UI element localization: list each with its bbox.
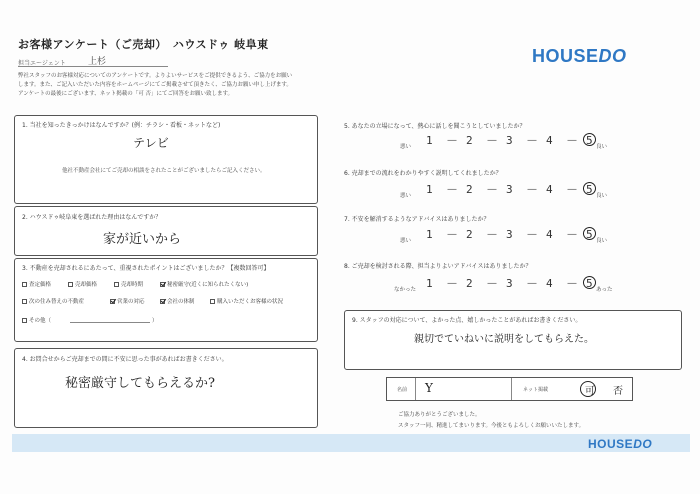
q3-question: 3. 不動産を売却されるにあたって、重視されたポイントはございましたか？【複数回答可】 — [22, 265, 270, 272]
q3-option[interactable]: 売却価格 — [68, 280, 97, 288]
scale-dash: — — [487, 229, 497, 240]
q9-question: 9. スタッフの対応について、よかった点、嬉しかったことがあればお書きください。 — [352, 317, 582, 324]
company-logo — [532, 46, 627, 67]
q3-other-line[interactable] — [70, 322, 150, 323]
scale-dash: — — [567, 229, 577, 240]
logo-do: DO — [598, 46, 627, 66]
q4-question: 4. お問合せからご売却までの間に不安に思った事があればお書きください。 — [22, 356, 228, 363]
scale-dash: — — [527, 229, 537, 240]
checkbox-unchecked[interactable] — [22, 299, 27, 304]
q5-scale-option[interactable]: 1 — [426, 134, 433, 147]
q7-scale-option[interactable]: 3 — [506, 228, 513, 241]
q6-high: 良い — [596, 193, 608, 199]
q5-scale-option[interactable]: 2 — [466, 134, 473, 147]
publish-yes[interactable]: 可 — [585, 386, 595, 397]
q6-scale-option[interactable]: 4 — [546, 183, 553, 196]
q3-option[interactable]: 売却時期 — [114, 280, 143, 288]
q3-option[interactable]: その他（ — [22, 316, 51, 324]
q8-question: 8. ご売却を検討される際、担当よりよいアドバイスはありましたか？ — [344, 263, 532, 270]
q7-high: 良い — [596, 238, 608, 244]
staff-name: 上杉 — [88, 57, 107, 67]
scale-dash: — — [567, 135, 577, 146]
q3-option[interactable]: 購入いただくお客様の状況 — [210, 297, 283, 305]
checkbox-unchecked[interactable] — [210, 299, 215, 304]
q7-scale-option[interactable]: 1 — [426, 228, 433, 241]
scale-dash: — — [447, 184, 457, 195]
checkbox-unchecked[interactable] — [22, 282, 27, 287]
q7-low: 悪い — [400, 238, 412, 244]
q2-question: 2. ハウスドゥ岐阜東を選ばれた理由はなんですか？ — [22, 214, 162, 221]
q3-option[interactable]: 営業の対応 — [110, 297, 145, 305]
thanks-text — [398, 410, 584, 432]
q7-selected-circle — [582, 226, 597, 241]
checkbox-unchecked[interactable] — [22, 318, 27, 323]
q8-scale-option[interactable]: 2 — [466, 277, 473, 290]
q6-scale-option[interactable]: 2 — [466, 183, 473, 196]
q6-low: 悪い — [400, 193, 412, 199]
scale-dash: — — [447, 278, 457, 289]
publish-label: ネット掲載 — [523, 387, 549, 393]
q5-selected-circle — [582, 132, 597, 147]
q1-question: 1. 当社を知ったきっかけはなんですか？(例：チラシ・看板・ネットなど) — [22, 122, 221, 129]
scale-dash: — — [487, 278, 497, 289]
intro-line: アンケートの最後にございます、ネット掲載の「可 否」にてご回答をお願い致します。 — [18, 91, 234, 97]
intro-line: 弊社スタッフのお客様対応についてのアンケートです。よりよいサービスをご提供できるよう、ご協力をお願い — [18, 73, 293, 79]
q5-scale-option[interactable]: 3 — [506, 134, 513, 147]
thanks-line: ご協力ありがとうございました。 — [398, 412, 481, 418]
scale-dash: — — [447, 229, 457, 240]
q5-low: 悪い — [400, 144, 412, 150]
q6-scale-option[interactable]: 5 — [586, 183, 593, 196]
q3-other-close: ） — [152, 318, 158, 324]
q3-option[interactable]: 次の住み替えの不動産 — [22, 297, 84, 305]
name-divider — [415, 378, 416, 400]
q2-answer[interactable]: 家が近いから — [103, 232, 182, 247]
q5-question: 5. あなたの立場になって、熱心に話しを聞こうとしていましたか？ — [344, 123, 526, 130]
staff-underline — [18, 66, 168, 67]
q3-option[interactable]: 秘密厳守(近くに知られたくない) — [160, 280, 248, 288]
scale-dash: — — [487, 135, 497, 146]
footer-logo — [588, 437, 652, 451]
checkbox-unchecked[interactable] — [114, 282, 119, 287]
scale-dash: — — [487, 184, 497, 195]
q8-scale-option[interactable]: 3 — [506, 277, 513, 290]
q3-option[interactable]: 会社の体制 — [160, 297, 195, 305]
checkbox-checked[interactable] — [160, 299, 165, 304]
logo-house: HOUSE — [532, 46, 599, 66]
logo-house: HOUSE — [588, 437, 634, 451]
scale-dash: — — [527, 278, 537, 289]
publish-no[interactable]: 否 — [613, 386, 623, 397]
q1-answer[interactable]: テレビ — [133, 136, 169, 150]
checkbox-checked[interactable] — [160, 282, 165, 287]
name-value[interactable]: Y — [425, 381, 433, 395]
scale-dash: — — [527, 135, 537, 146]
q6-selected-circle — [582, 181, 597, 196]
q6-question: 6. 売却までの流れをわかりやすく説明してくれましたか？ — [344, 170, 502, 177]
q5-scale-option[interactable]: 5 — [586, 134, 593, 147]
q5-high: 良い — [596, 144, 608, 150]
q8-scale-option[interactable]: 4 — [546, 277, 553, 290]
publish-divider — [511, 378, 512, 400]
q1-note: 他社不動産会社にてご売却の相談をされたことがございましたらご記入ください。 — [62, 168, 266, 174]
q3-option[interactable]: 査定価格 — [22, 280, 51, 288]
page-title: お客様アンケート（ご売却） ハウスドゥ 岐阜東 — [18, 38, 269, 51]
checkbox-checked[interactable] — [110, 299, 115, 304]
q9-answer[interactable]: 親切でていねいに説明をしてもらえた。 — [414, 334, 594, 345]
q8-scale-option[interactable]: 1 — [426, 277, 433, 290]
intro-line: します。また、ご記入いただいた内容をホームページにてご掲載させて頂きたく、ご協力お願い申し上げます。 — [18, 82, 292, 88]
scale-dash: — — [567, 184, 577, 195]
q6-scale-option[interactable]: 1 — [426, 183, 433, 196]
scale-dash: — — [527, 184, 537, 195]
q4-answer[interactable]: 秘密厳守してもらえるか? — [65, 376, 215, 391]
logo-do: DO — [633, 437, 653, 451]
publish-yes-circle — [580, 381, 596, 397]
thanks-line: スタッフ一同、精進してまいります。今後ともよろしくお願いいたします。 — [398, 423, 585, 429]
scale-dash: — — [567, 278, 577, 289]
q6-scale-option[interactable]: 3 — [506, 183, 513, 196]
name-label: 名前 — [397, 387, 408, 393]
q8-high: あった — [596, 287, 613, 293]
q7-scale-option[interactable]: 5 — [586, 228, 593, 241]
q8-scale-option[interactable]: 5 — [586, 277, 593, 290]
q7-scale-option[interactable]: 2 — [466, 228, 473, 241]
checkbox-unchecked[interactable] — [68, 282, 73, 287]
intro-text — [18, 72, 348, 99]
q8-selected-circle — [582, 275, 597, 290]
q5-scale-option[interactable]: 4 — [546, 134, 553, 147]
q7-question: 7. 不安を解消するようなアドバイスはありましたか？ — [344, 216, 490, 223]
staff-label: 担当エージェント — [18, 60, 66, 67]
scale-dash: — — [447, 135, 457, 146]
q7-scale-option[interactable]: 4 — [546, 228, 553, 241]
q8-low: なかった — [394, 287, 417, 293]
